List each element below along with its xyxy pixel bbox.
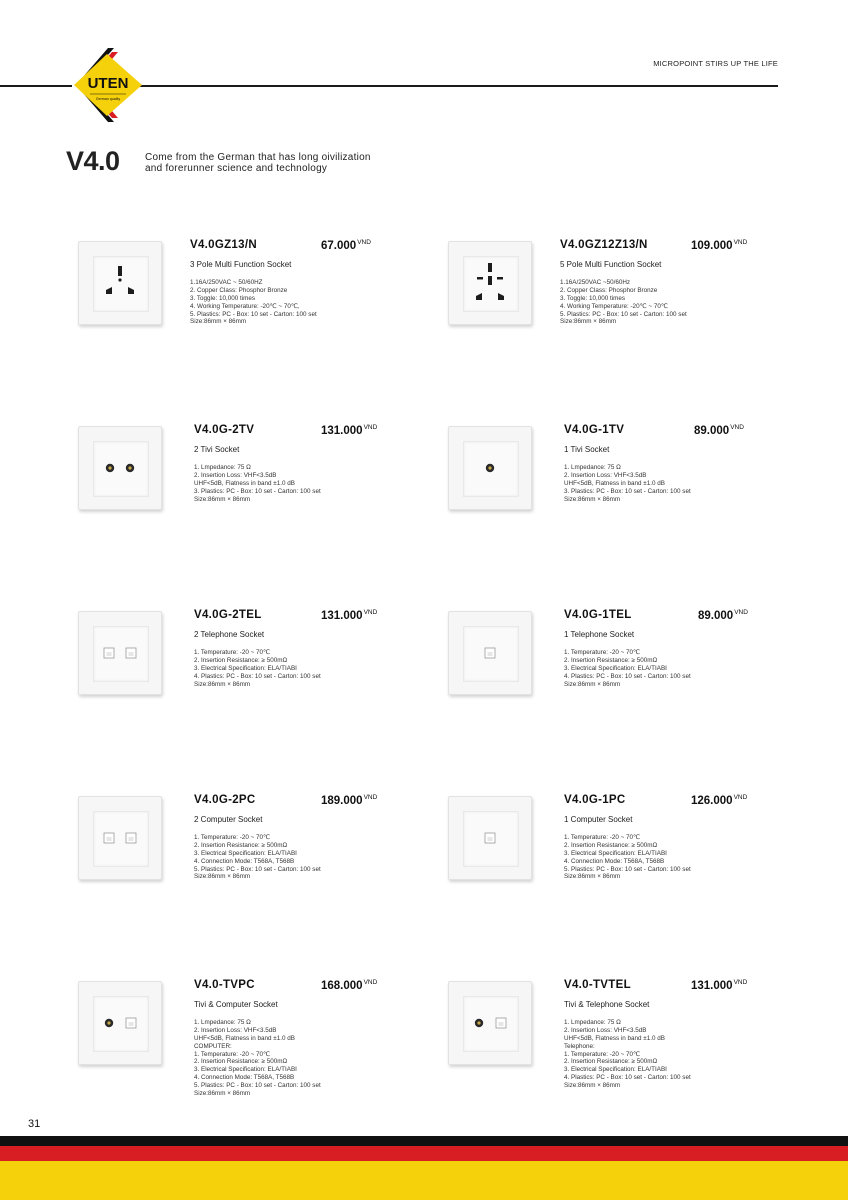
product-card	[78, 796, 438, 936]
product-spec-line: 4. Plastics: PC - Box: 10 set - Carton: 100 set	[564, 1074, 691, 1082]
product-spec-line: 1. Temperature: -20 ~ 70℃	[194, 1050, 271, 1058]
series-description-line: Come from the German that has long oivilization	[145, 152, 371, 163]
product-spec-line: 3. Toggle: 10,000 times	[190, 294, 255, 302]
product-specs	[564, 834, 691, 881]
product-price	[691, 239, 747, 252]
brand-tagline: MICROPOINT STIRS UP THE LIFE	[653, 59, 778, 68]
product-image	[448, 241, 532, 325]
footer-stripe-black	[0, 1136, 848, 1146]
series-description	[145, 152, 415, 174]
product-price-value: 131.000	[691, 980, 733, 992]
product-specs	[194, 649, 321, 688]
product-image	[448, 981, 532, 1065]
product-spec-line: 4. Connection Mode: T568A, T568B	[194, 1074, 295, 1082]
product-name: 5 Pole Multi Function Socket	[560, 260, 662, 269]
product-spec-line: Size:86mm × 86mm	[194, 680, 251, 688]
product-spec-line: Size:86mm × 86mm	[194, 1090, 251, 1098]
product-spec-line: 4. Plastics: PC - Box: 10 set - Carton: 100 set	[564, 672, 691, 680]
product-name: 2 Tivi Socket	[194, 445, 240, 454]
product-price-currency: VND	[733, 794, 748, 801]
product-name: 2 Telephone Socket	[194, 630, 265, 639]
product-model: V4.0GZ13/N	[190, 239, 257, 251]
product-price-currency: VND	[363, 979, 378, 986]
product-spec-line: 4. Plastics: PC - Box: 10 set - Carton: 100 set	[194, 672, 321, 680]
product-spec-line: 1.16A/250VAC ~50/60Hz	[560, 279, 631, 286]
product-price-value: 89.000	[694, 425, 730, 437]
product-spec-line: 4. Connection Mode: T568A, T568B	[194, 857, 295, 865]
product-spec-line: 2. Insertion Loss: VHF<3.5dB	[194, 1026, 277, 1034]
product-price-value: 131.000	[321, 610, 363, 622]
product-spec-line: 3. Electrical Specification: ELA/TIABI	[564, 1066, 667, 1074]
product-price-currency: VND	[730, 424, 744, 431]
product-specs	[194, 464, 321, 503]
product-name: 1 Computer Socket	[564, 815, 633, 824]
product-specs	[564, 649, 691, 688]
product-spec-line: 2. Copper Class: Phosphor Bronze	[560, 286, 658, 294]
page-number: 31	[28, 1118, 41, 1130]
product-spec-line: 1. Temperature: -20 ~ 70℃	[564, 649, 641, 656]
product-name: Tivi & Computer Socket	[194, 1000, 278, 1009]
product-model: V4.0G-2TEL	[194, 609, 262, 621]
product-spec-line: Size:86mm × 86mm	[194, 873, 251, 881]
product-price	[321, 609, 377, 622]
product-spec-line: 1. Lmpedance: 75 Ω	[194, 464, 251, 471]
product-spec-line: UHF<5dB, Flatness in band ±1.0 dB	[194, 1034, 295, 1042]
product-spec-line: 3. Plastics: PC - Box: 10 set - Carton: 100 set	[564, 487, 691, 495]
product-spec-line: 2. Insertion Loss: VHF<3.5dB	[564, 1026, 647, 1034]
product-model: V4.0G-2TV	[194, 424, 255, 436]
product-spec-line: 1. Temperature: -20 ~ 70℃	[194, 834, 271, 841]
product-spec-line: 1. Lmpedance: 75 Ω	[564, 464, 621, 471]
product-spec-line: UHF<5dB, Flatness in band ±1.0 dB	[194, 479, 295, 487]
logo-subtext: German quality	[95, 97, 121, 101]
product-price-currency: VND	[733, 979, 748, 986]
product-spec-line: 1. Temperature: -20 ~ 70℃	[564, 1050, 641, 1058]
product-card	[448, 796, 808, 936]
product-spec-line: 4. Connection Mode: T568A, T568B	[564, 857, 665, 865]
product-name: 1 Telephone Socket	[564, 630, 635, 639]
product-price-value: 168.000	[321, 980, 363, 992]
product-card	[448, 611, 808, 751]
product-price	[321, 794, 377, 807]
product-spec-line: 3. Electrical Specification: ELA/TIABI	[564, 849, 667, 857]
product-spec-line: 1. Temperature: -20 ~ 70℃	[194, 649, 271, 656]
logo-text: UTEN	[87, 75, 129, 92]
product-model: V4.0-TVPC	[194, 979, 255, 991]
product-spec-line: Size:86mm × 86mm	[194, 495, 251, 503]
product-specs	[190, 279, 317, 326]
product-spec-line: 2. Insertion Resistance: ≥ 500mΩ	[194, 1058, 288, 1066]
product-price-value: 67.000	[321, 240, 357, 252]
product-spec-line: UHF<5dB, Flatness in band ±1.0 dB	[564, 1034, 665, 1042]
product-price	[321, 239, 371, 252]
product-spec-line: 2. Copper Class: Phosphor Bronze	[190, 286, 288, 294]
product-price-value: 189.000	[321, 795, 363, 807]
product-price	[691, 979, 747, 992]
product-price-currency: VND	[733, 239, 748, 246]
product-price	[321, 979, 377, 992]
product-price-currency: VND	[363, 424, 378, 431]
product-card	[78, 611, 438, 751]
product-price	[321, 424, 377, 437]
product-spec-line: 2. Insertion Loss: VHF<3.5dB	[194, 471, 277, 479]
product-spec-line: 2. Insertion Loss: VHF<3.5dB	[564, 471, 647, 479]
product-spec-line: 5. Plastics: PC - Box: 10 set - Carton: 100 set	[194, 1082, 321, 1090]
product-spec-line: 5. Plastics: PC - Box: 10 set - Carton: 100 set	[194, 865, 321, 873]
product-model: V4.0G-2PC	[194, 794, 256, 806]
product-image	[78, 426, 162, 510]
series-description-line: and forerunner science and technology	[145, 163, 328, 174]
series-title: V4.0	[66, 146, 120, 176]
product-card	[448, 426, 808, 566]
product-spec-line: 4. Working Temperature: -20℃ ~ 70℃	[560, 302, 668, 310]
product-price-value: 131.000	[321, 425, 363, 437]
product-card	[78, 241, 438, 381]
product-spec-line: 5. Plastics: PC - Box: 10 set - Carton: 100 set	[190, 310, 317, 318]
product-image	[448, 426, 532, 510]
product-model: V4.0G-1TV	[564, 424, 625, 436]
product-spec-line: Size:86mm × 86mm	[564, 1082, 621, 1090]
product-price	[691, 794, 747, 807]
product-price	[694, 424, 744, 437]
product-image	[78, 611, 162, 695]
product-specs	[564, 464, 691, 503]
product-card	[78, 426, 438, 566]
product-spec-line: COMPUTER:	[194, 1042, 232, 1050]
header-rule-right	[140, 85, 778, 87]
footer-stripe-yellow	[0, 1161, 848, 1200]
product-image	[78, 241, 162, 325]
uten-logo	[62, 46, 144, 124]
product-spec-line: Size:86mm × 86mm	[564, 873, 621, 881]
product-specs	[194, 834, 321, 881]
product-spec-line: Size:86mm × 86mm	[564, 680, 621, 688]
product-card	[448, 241, 808, 381]
product-image	[448, 796, 532, 880]
product-spec-line: 5. Plastics: PC - Box: 10 set - Carton: 100 set	[560, 310, 687, 318]
product-spec-line: Telephone:	[564, 1042, 595, 1050]
product-spec-line: 3. Electrical Specification: ELA/TIABI	[194, 1066, 297, 1074]
product-spec-line: 3. Electrical Specification: ELA/TIABI	[564, 664, 667, 672]
product-model: V4.0G-1PC	[564, 794, 626, 806]
product-price-currency: VND	[363, 794, 378, 801]
product-price-currency: VND	[734, 609, 748, 616]
product-name: 1 Tivi Socket	[564, 445, 610, 454]
product-spec-line: 1. Temperature: -20 ~ 70℃	[564, 834, 641, 841]
product-spec-line: Size:86mm × 86mm	[560, 318, 617, 326]
product-price-value: 126.000	[691, 795, 733, 807]
product-card	[78, 981, 438, 1121]
product-price-value: 109.000	[691, 240, 733, 252]
product-price-value: 89.000	[698, 610, 734, 622]
product-specs	[564, 1019, 691, 1090]
product-model: V4.0GZ12Z13/N	[560, 239, 648, 251]
product-spec-line: 2. Insertion Resistance: ≥ 500mΩ	[564, 656, 658, 664]
product-spec-line: 2. Insertion Resistance: ≥ 500mΩ	[194, 656, 288, 664]
product-spec-line: 3. Electrical Specification: ELA/TIABI	[194, 664, 297, 672]
product-specs	[194, 1019, 321, 1098]
product-spec-line: Size:86mm × 86mm	[564, 495, 621, 503]
product-model: V4.0G-1TEL	[564, 609, 632, 621]
product-spec-line: UHF<5dB, Flatness in band ±1.0 dB	[564, 479, 665, 487]
product-spec-line: 5. Plastics: PC - Box: 10 set - Carton: 100 set	[564, 865, 691, 873]
product-spec-line: 3. Electrical Specification: ELA/TIABI	[194, 849, 297, 857]
product-card	[448, 981, 808, 1121]
product-name: 2 Computer Socket	[194, 815, 263, 824]
product-price-currency: VND	[357, 239, 371, 246]
product-spec-line: 2. Insertion Resistance: ≥ 500mΩ	[194, 841, 288, 849]
product-image	[448, 611, 532, 695]
product-spec-line: 2. Insertion Resistance: ≥ 500mΩ	[564, 1058, 658, 1066]
product-spec-line: Size:86mm × 86mm	[190, 318, 247, 326]
product-image	[78, 981, 162, 1065]
product-spec-line: 3. Plastics: PC - Box: 10 set - Carton: 100 set	[194, 487, 321, 495]
product-spec-line: 1.16A/250VAC ~ 50/60HZ	[190, 279, 263, 286]
product-image	[78, 796, 162, 880]
product-name: Tivi & Telephone Socket	[564, 1000, 650, 1009]
product-model: V4.0-TVTEL	[564, 979, 631, 991]
product-price	[698, 609, 748, 622]
product-name: 3 Pole Multi Function Socket	[190, 260, 292, 269]
product-spec-line: 4. Working Temperature: -20℃ ~ 70℃,	[190, 302, 300, 310]
product-specs	[560, 279, 687, 326]
footer-stripe-red	[0, 1146, 848, 1161]
product-spec-line: 1. Lmpedance: 75 Ω	[194, 1019, 251, 1026]
product-spec-line: 2. Insertion Resistance: ≥ 500mΩ	[564, 841, 658, 849]
product-spec-line: 1. Lmpedance: 75 Ω	[564, 1019, 621, 1026]
product-price-currency: VND	[363, 609, 378, 616]
product-spec-line: 3. Toggle: 10,000 times	[560, 294, 625, 302]
